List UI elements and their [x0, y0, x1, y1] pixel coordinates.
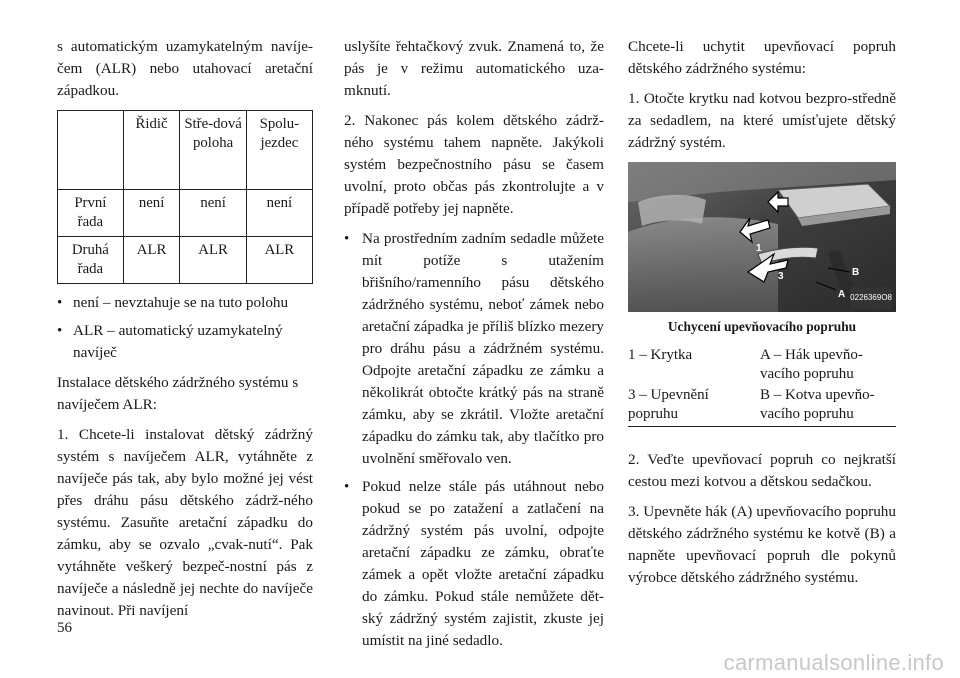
- table-cell: není: [246, 190, 312, 237]
- paragraph-tether-step-1: 1. Otočte krytku nad kotvou bezpro-středně za sedadlem, na které umísťujete dětský zádržný systém.: [628, 90, 896, 151]
- table-cell: ALR: [180, 237, 246, 284]
- list-item: • Na prostředním zadním sedadle můžete mít potíže s utažením břišního/ramenního pásu dětského zádržného systému, neboť zámek nebo aretační západka je příliš blízko mezery pro dráhu pásu a zádržném systému. Odpojte aretační západku ze zámku a několikrát obtočte krátký pás na straně zámku, aby se zkrátil. Vložte aretační západku do zámku tak, aby tlačítko pro uvolnění směřovalo ven.: [344, 228, 604, 470]
- figure-label-a: A: [838, 289, 846, 300]
- paragraph-tether-intro: Chcete-li uchytit upevňovací popruh dětského zádržného systému:: [628, 38, 896, 77]
- paragraph-tether-step-2: 2. Veďte upevňovací popruh co nejkratší cestou mezi kotvou a dětskou sedačkou.: [628, 451, 896, 490]
- table-row: [628, 346, 896, 386]
- watermark: carmanualsonline.info: [723, 650, 944, 675]
- paragraph-continuation: uslyšíte řehtačkový zvuk. Znamená to, že pás je v režimu automatického uza-mknutí.: [344, 38, 604, 99]
- legend-item: A – Hák upevňo-vacího popruhu: [760, 347, 863, 382]
- paragraph-intro: s automatickým uzamykatelným navíje-čem (ALR) nebo utahovací aretační západkou.: [57, 38, 313, 99]
- table-header-row: [58, 111, 313, 190]
- legend-item: 1 – Krytka: [628, 347, 693, 363]
- table-cell: ALR: [246, 237, 312, 284]
- tether-anchor-figure: [628, 162, 896, 312]
- page-number: 56: [57, 620, 72, 636]
- table-row: [628, 386, 896, 427]
- seating-table: [57, 110, 313, 284]
- column-left: [57, 36, 313, 630]
- table-header-cell: Řidič: [123, 111, 180, 190]
- legend-list: [57, 292, 313, 364]
- figure-label-3: 3: [778, 271, 784, 282]
- table-cell: Druhá řada: [58, 237, 124, 284]
- legend-item: B – Kotva upevňo-vacího popruhu: [760, 387, 875, 422]
- table-cell: První řada: [58, 190, 124, 237]
- table-cell: ALR: [123, 237, 180, 284]
- column-right: [628, 36, 896, 597]
- tips-list: [344, 228, 604, 652]
- list-item: • ALR – automatický uzamykatelný navíječ: [57, 320, 313, 364]
- table-cell: není: [180, 190, 246, 237]
- table-row: [58, 190, 313, 237]
- table-row: [58, 237, 313, 284]
- paragraph-tether-step-3: 3. Upevněte hák (A) upevňovacího popruhu dětského zádržného systému ke kotvě (B) a napněte upevňovací popruh dle pokynů výrobce dětského zádržného systému.: [628, 503, 896, 586]
- column-middle: [344, 36, 604, 660]
- figure-caption: Uchycení upevňovacího popruhu: [667, 319, 857, 334]
- legend-item: 3 – Upevnění popruhu: [628, 387, 709, 422]
- paragraph-step-2: 2. Nakonec pás kolem dětského zádrž-ného systému tahem napněte. Jakýkoli systém bezpečnostního pásu se časem uvolní, proto občas pás zkontrolujte a v případě potřeby jej napněte.: [344, 112, 604, 217]
- table-cell: není: [123, 190, 180, 237]
- figure-label-b: B: [852, 267, 860, 278]
- table-header-cell: Spolu-jezdec: [246, 111, 312, 190]
- table-header-cell: Stře-dová poloha: [180, 111, 246, 190]
- figure-legend: [628, 346, 896, 427]
- list-item: • Pokud nelze stále pás utáhnout nebo pokud se po zatažení a zatlačení na zádržný systém pás uvolní, odpojte aretační západku ze zámku, obraťte zámek a opět vložte aretační západku do zámku. Pokud stále nemůžete dět-ský zádržný systém zajistit, zkuste jej umístit na jiné sedadlo.: [344, 476, 604, 652]
- figure-label-1: 1: [756, 243, 762, 254]
- paragraph-install-heading: Instalace dětského zádržného systému s navíječem ALR:: [57, 374, 299, 413]
- list-item: • není – nevztahuje se na tuto polohu: [57, 292, 313, 314]
- table-header-cell: [58, 111, 124, 190]
- paragraph-step-1: 1. Chcete-li instalovat dětský zádržný systém s navíječem ALR, vytáhněte z navíječe pás tak, aby bylo možné jej vést přes dráhu pásu dětského zádrž-ného systému. Zasuňte aretační západku do zámku, aby se ozvalo „cvak-nutí“. Pak vytáhněte veškerý bezpeč-nostní pás z navíječe a následně jej nechte do navíječe navinout. Při navíjení: [57, 426, 313, 619]
- figure-code: 0226369O8: [850, 287, 892, 309]
